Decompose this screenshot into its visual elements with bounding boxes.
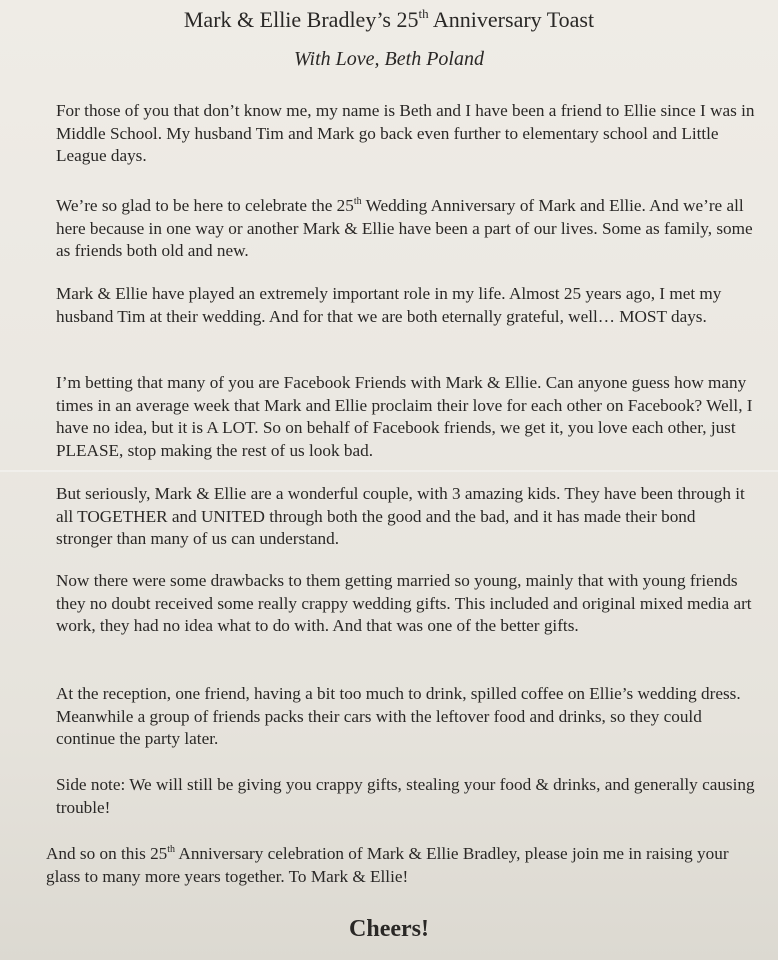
- title-text-start: Mark & Ellie Bradley’s 25: [183, 7, 419, 32]
- paragraph-raise-glass-end: Anniversary celebration of Mark & Ellie Bradley, please join me in raising your glass to many more years together. To Mark & Ellie!: [46, 844, 729, 886]
- paragraph-raise-glass-ordinal: th: [167, 844, 176, 855]
- title-ordinal-suffix: th: [418, 6, 429, 21]
- paragraph-celebration: [56, 195, 756, 263]
- title-text-end: Anniversary Toast: [428, 7, 595, 32]
- paragraph-celebration-ordinal: th: [353, 196, 362, 207]
- paragraph-wedding-meeting: Mark & Ellie have played an extremely important role in my life. Almost 25 years ago, I met my husband Tim at their wedding. And for that we are both eternally grateful, well… MOST days.: [56, 284, 722, 326]
- paper-fold-line: [0, 470, 778, 472]
- paragraph-side-note: Side note: We will still be giving you crappy gifts, stealing your food & drinks, and generally causing trouble!: [56, 775, 755, 817]
- paragraph-introduction: For those of you that don’t know me, my name is Beth and I have been a friend to Ellie since I was in Middle School. My husband Tim and Mark go back even further to elementary school and Little League days.: [56, 101, 755, 165]
- paragraph-raise-glass: [46, 843, 758, 888]
- document-subtitle: With Love, Beth Poland: [294, 48, 484, 70]
- closing-cheers: Cheers!: [349, 916, 429, 942]
- paragraph-celebration-end: Wedding Anniversary of Mark and Ellie. And we’re all here because in one way or another Mark & Ellie have been a part of our lives. Some as family, some as friends both old and new.: [56, 196, 753, 260]
- paragraph-facebook: I’m betting that many of you are Facebook Friends with Mark & Ellie. Can anyone guess how many times in an average week that Mark and Ellie proclaim their love for each other on Facebook? Well, I have no idea, but it is A LOT. So on behalf of Facebook friends, we get it, you love each other, just PLEASE, stop making the rest of us look bad.: [56, 373, 753, 460]
- paragraph-drawbacks: Now there were some drawbacks to them getting married so young, mainly that with young friends they no doubt received some really crappy wedding gifts. This included and original mixed media art work, they had no idea what to do with. And that was one of the better gifts.: [56, 571, 752, 635]
- paragraph-celebration-start: We’re so glad to be here to celebrate the 25: [56, 196, 354, 215]
- paragraph-raise-glass-start: And so on this 25: [46, 844, 168, 863]
- paragraph-reception: At the reception, one friend, having a bit too much to drink, spilled coffee on Ellie’s wedding dress. Meanwhile a group of friends packs their cars with the leftover food and drinks, so they could continue the party later.: [56, 684, 741, 748]
- paragraph-seriously: But seriously, Mark & Ellie are a wonderful couple, with 3 amazing kids. They have been through it all TOGETHER and UNITED through both the good and the bad, and it has made their bond stronger than many of us can understand.: [56, 484, 745, 548]
- document-title: [0, 6, 778, 34]
